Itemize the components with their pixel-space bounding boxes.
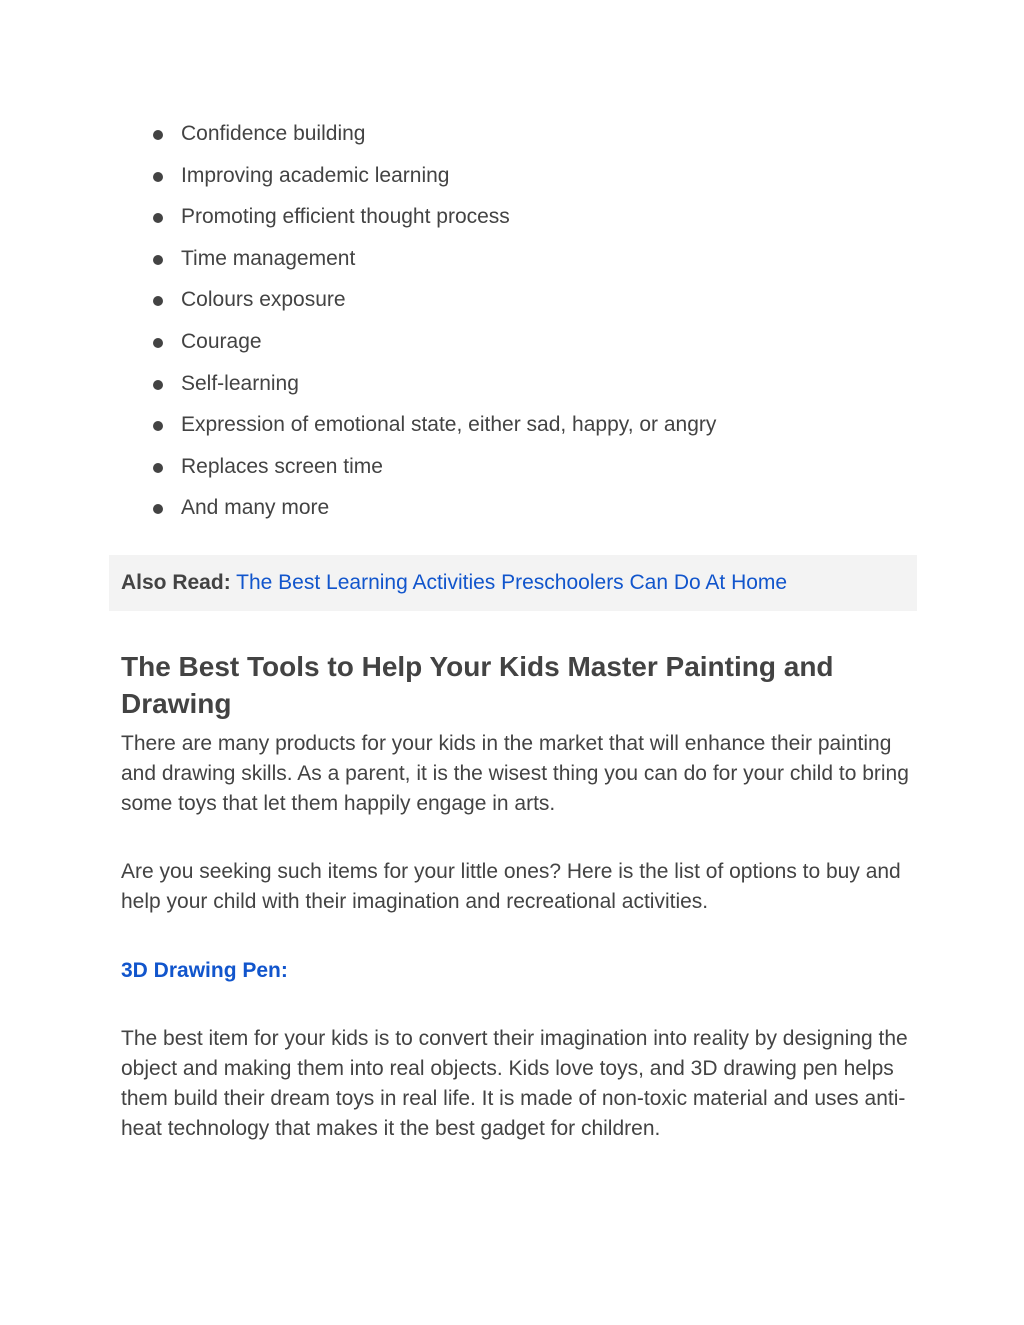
- section-heading: The Best Tools to Help Your Kids Master Painting and Drawing: [121, 651, 834, 719]
- list-item-text: And many more: [181, 496, 330, 520]
- bullet-icon: [153, 504, 163, 514]
- list-item-text: Time management: [181, 246, 356, 270]
- list-item: [150, 408, 716, 450]
- list-item-text: Colours exposure: [181, 288, 346, 312]
- bullet-icon: [153, 130, 163, 140]
- list-item-text: Confidence building: [181, 122, 366, 145]
- also-read-link[interactable]: The Best Learning Activities Preschoolers Can Do At Home: [236, 571, 788, 594]
- bullet-icon: [153, 296, 163, 306]
- product-subheading: 3D Drawing Pen:: [121, 959, 288, 982]
- list-item-text: Self-learning: [181, 371, 299, 395]
- list-item-text: Courage: [181, 329, 262, 353]
- list-item-text: Promoting efficient thought process: [181, 205, 510, 229]
- list-item-text: Replaces screen time: [181, 454, 383, 478]
- list-item: [150, 283, 716, 325]
- bullet-icon: [153, 255, 163, 265]
- list-item: [150, 491, 716, 533]
- bullet-icon: [153, 421, 163, 431]
- bullet-icon: [153, 338, 163, 348]
- list-item-text: Improving academic learning: [181, 163, 450, 187]
- list-item: [150, 450, 716, 492]
- bullet-icon: [153, 380, 163, 390]
- intro-paragraph: There are many products for your kids in the market that will enhance their painting and drawing skills. As a parent, it is the wisest thing you can do for your child to bring some toys that let them happily engage in arts.: [121, 732, 909, 815]
- bullet-icon: [153, 213, 163, 223]
- bullet-icon: [153, 172, 163, 182]
- benefits-list: [150, 117, 716, 533]
- product-description: The best item for your kids is to convert their imagination into reality by designing the object and making them into real objects. Kids love toys, and 3D drawing pen helps them build their dream toys in real life. It is made of non-toxic material and uses anti-heat technology that makes it the best gadget for children.: [121, 1027, 908, 1140]
- bullet-icon: [153, 463, 163, 473]
- also-read-label: Also Read:: [121, 571, 231, 594]
- also-read-callout: [109, 555, 917, 611]
- list-item: [150, 325, 716, 367]
- list-item: [150, 159, 716, 201]
- list-item: [150, 367, 716, 409]
- list-item: [150, 117, 716, 159]
- list-item: [150, 200, 716, 242]
- list-item-text: Expression of emotional state, either sad, happy, or angry: [181, 413, 717, 437]
- list-item: [150, 242, 716, 284]
- options-paragraph: Are you seeking such items for your little ones? Here is the list of options to buy and help your child with their imagination and recreational activities.: [121, 860, 901, 913]
